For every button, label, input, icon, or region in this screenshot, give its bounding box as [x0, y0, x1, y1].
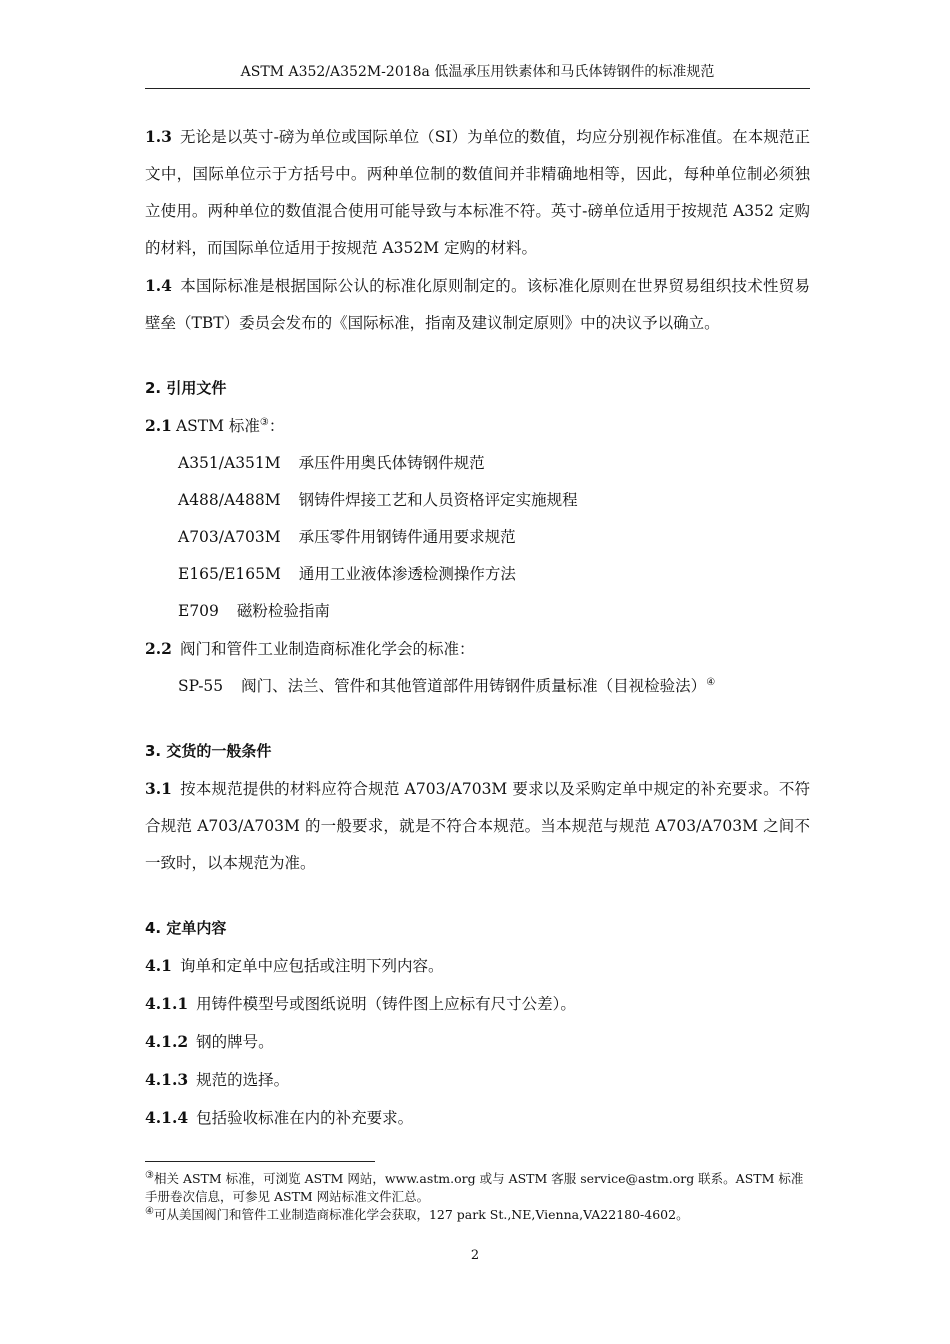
footnote-mark: ③: [145, 1169, 154, 1181]
footnote-text: 可从美国阀门和管件工业制造商标准化学会获取，127 park St.,NE,Vienna,VA22180-4602。: [153, 1207, 689, 1222]
clause-number: 1.3: [145, 127, 172, 146]
clause-number: 4.1.1: [145, 994, 189, 1013]
reference-code: A703/A703M: [178, 528, 281, 546]
clause-4-1-4: [145, 1099, 810, 1137]
section-4-heading: 4. 定单内容: [145, 919, 227, 937]
footnotes: [145, 1170, 810, 1224]
reference-desc: 阀门、法兰、管件和其他管道部件用铸钢件质量标准（目视检验法）: [241, 677, 707, 695]
footnote-ref[interactable]: ③: [259, 416, 269, 428]
clause-3-1: [145, 770, 810, 882]
reference-desc: 磁粉检验指南: [236, 602, 330, 620]
reference-item: [145, 593, 810, 630]
clause-number: 4.1.3: [145, 1070, 189, 1089]
page-number: 2: [470, 1248, 480, 1263]
reference-desc: 通用工业液体渗透检测操作方法: [298, 565, 516, 583]
clause-text: 本国际标准是根据国际公认的标准化原则制定的。该标准化原则在世界贸易组织技术性贸易壁垒（TBT）委员会发布的《国际标准，指南及建议制定原则》中的决议予以确立。: [145, 277, 810, 332]
clause-number: 2.1: [145, 416, 172, 435]
clause-text: ASTM 标准: [175, 417, 260, 435]
reference-desc: 承压零件用钢铸件通用要求规范: [298, 528, 516, 546]
clause-number: 4.1: [145, 956, 172, 975]
reference-desc: 承压件用奥氏体铸钢件规范: [298, 454, 485, 472]
clause-text: 询单和定单中应包括或注明下列内容。: [179, 957, 444, 975]
clause-text: 无论是以英寸-磅为单位或国际单位（SI）为单位的数值，均应分别视作标准值。在本规范正文中，国际单位示于方括号中。两种单位制的数值间并非精确地相等，因此，每种单位制必须独立使用。两种单位的数值混合使用可能导致与本标准不符。英寸-磅单位适用于按规范 A352 定购的材料，而国际单位适用于按规范 A352M 定购的材料。: [145, 128, 810, 257]
clause-number: 1.4: [145, 276, 172, 295]
clause-text: 钢的牌号。: [196, 1033, 274, 1051]
reference-item: [145, 445, 810, 482]
clause-number: 4.1.4: [145, 1108, 189, 1127]
section-2-heading: 2. 引用文件: [145, 379, 227, 397]
clause-4-1: [145, 947, 810, 985]
footnote-3: [145, 1170, 810, 1206]
reference-item: [145, 482, 810, 519]
clause-number: 3.1: [145, 779, 172, 798]
section-3-heading: 3. 交货的一般条件: [145, 742, 272, 760]
clause-4-1-1: [145, 985, 810, 1023]
clause-2-1: [145, 407, 810, 445]
document-body: [145, 118, 810, 1137]
reference-code: SP-55: [178, 677, 224, 695]
footnote-mark: ④: [145, 1205, 154, 1217]
footnote-4: [145, 1206, 810, 1224]
clause-suffix: ：: [268, 417, 285, 435]
clause-number: 2.2: [145, 639, 172, 658]
clause-text: 按本规范提供的材料应符合规范 A703/A703M 要求以及采购定单中规定的补充要求。不符合规范 A703/A703M 的一般要求，就是不符合本规范。当本规范与规范 A703/A703M 之间不一致时，以本规范为准。: [145, 780, 810, 872]
reference-code: E165/E165M: [178, 565, 281, 583]
clause-text: 用铸件模型号或图纸说明（铸件图上应标有尺寸公差）。: [196, 995, 576, 1013]
reference-code: E709: [178, 602, 219, 620]
clause-2-2: [145, 630, 810, 668]
reference-code: A351/A351M: [178, 454, 281, 472]
reference-desc: 钢铸件焊接工艺和人员资格评定实施规程: [298, 491, 578, 509]
reference-item: [145, 668, 810, 705]
clause-text: 规范的选择。: [196, 1071, 290, 1089]
clause-4-1-2: [145, 1023, 810, 1061]
clause-text: 阀门和管件工业制造商标准化学会的标准：: [179, 640, 475, 658]
header-divider: [145, 88, 810, 89]
footnote-text: 相关 ASTM 标准，可浏览 ASTM 网站，www.astm.org 或与 ASTM 客服 service@astm.org 联系。ASTM 标准手册卷次信息，可参见 ASTM 网站标准文件汇总。: [145, 1171, 804, 1204]
footnote-ref[interactable]: ④: [706, 676, 716, 688]
clause-number: 4.1.2: [145, 1032, 189, 1051]
reference-item: [145, 519, 810, 556]
clause-4-1-3: [145, 1061, 810, 1099]
running-header: ASTM A352/A352M-2018a 低温承压用铁素体和马氏体铸钢件的标准规范: [240, 64, 715, 80]
reference-code: A488/A488M: [178, 491, 281, 509]
clause-1-3: [145, 118, 810, 267]
footnote-divider: [145, 1161, 375, 1162]
clause-text: 包括验收标准在内的补充要求。: [196, 1109, 414, 1127]
clause-1-4: [145, 267, 810, 342]
reference-item: [145, 556, 810, 593]
